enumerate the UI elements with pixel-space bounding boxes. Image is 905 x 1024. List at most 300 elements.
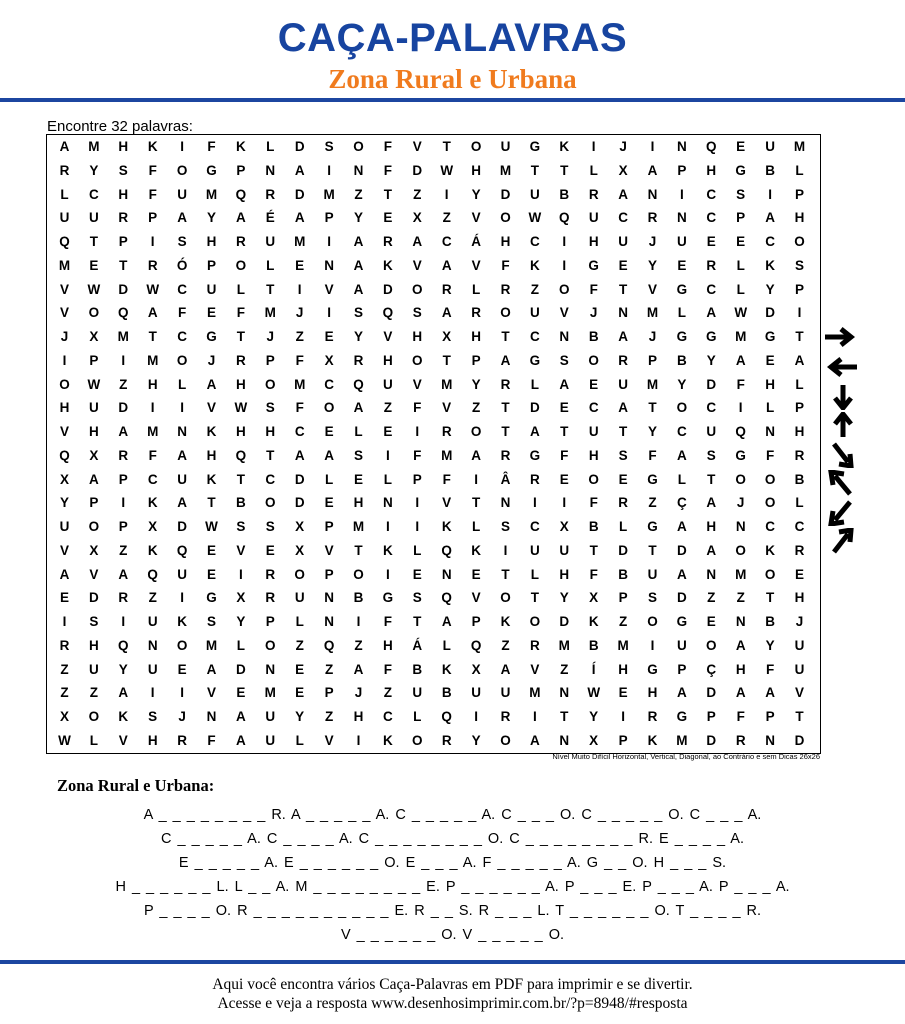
grid-letter[interactable]: A (530, 424, 540, 439)
grid-letter[interactable]: Z (60, 685, 69, 701)
grid-letter[interactable]: O (265, 376, 276, 392)
grid-letter[interactable]: A (294, 162, 305, 178)
grid-letter[interactable]: Z (60, 661, 69, 677)
grid-letter[interactable]: L (677, 305, 687, 321)
grid-letter[interactable]: L (354, 424, 363, 439)
grid-letter[interactable]: J (589, 305, 598, 321)
grid-letter[interactable]: Í (591, 661, 596, 677)
grid-letter[interactable]: A (735, 685, 746, 701)
grid-letter[interactable]: E (206, 542, 216, 558)
grid-letter[interactable]: R (383, 234, 393, 249)
grid-letter[interactable]: S (265, 519, 275, 534)
grid-letter[interactable]: E (236, 685, 246, 701)
grid-letter[interactable]: P (618, 732, 628, 748)
grid-letter[interactable]: C (177, 329, 187, 344)
grid-letter[interactable]: G (529, 139, 541, 154)
grid-letter[interactable]: A (618, 400, 628, 416)
grid-letter[interactable]: R (500, 447, 511, 463)
grid-letter[interactable]: A (412, 234, 423, 249)
grid-letter[interactable]: L (765, 400, 775, 416)
grid-letter[interactable]: J (648, 234, 657, 249)
grid-letter[interactable]: M (352, 519, 365, 534)
grid-letter[interactable]: U (530, 186, 540, 202)
grid-letter[interactable]: Q (735, 424, 746, 439)
grid-letter[interactable]: Z (413, 186, 422, 202)
grid-letter[interactable]: U (471, 685, 481, 701)
grid-letter[interactable]: S (353, 305, 363, 321)
grid-letter[interactable]: W (205, 519, 218, 534)
grid-letter[interactable]: Q (118, 637, 129, 653)
grid-letter[interactable]: N (177, 424, 187, 439)
grid-letter[interactable]: D (294, 471, 305, 487)
grid-letter[interactable]: E (383, 210, 393, 226)
grid-letter[interactable]: T (501, 329, 510, 344)
grid-letter[interactable]: I (680, 186, 684, 202)
grid-letter[interactable]: V (530, 661, 540, 677)
grid-letter[interactable]: V (59, 281, 69, 297)
grid-letter[interactable]: D (236, 661, 246, 677)
grid-letter[interactable]: V (206, 685, 216, 701)
grid-letter[interactable]: T (795, 329, 804, 344)
grid-letter[interactable]: P (89, 495, 99, 511)
grid-letter[interactable]: I (180, 685, 184, 701)
grid-letter[interactable]: F (413, 447, 422, 463)
grid-letter[interactable]: E (706, 614, 716, 629)
grid-letter[interactable]: F (765, 447, 775, 463)
grid-letter[interactable]: K (647, 732, 658, 748)
grid-letter[interactable]: E (471, 566, 481, 582)
grid-letter[interactable]: T (618, 424, 628, 439)
grid-letter[interactable]: O (176, 162, 188, 178)
grid-letter[interactable]: U (59, 210, 70, 226)
grid-letter[interactable]: G (206, 329, 217, 344)
grid-letter[interactable]: X (89, 447, 99, 463)
grid-letter[interactable]: K (588, 614, 599, 629)
grid-letter[interactable]: Á (471, 234, 481, 249)
grid-letter[interactable]: V (442, 400, 452, 416)
grid-letter[interactable]: L (177, 376, 187, 392)
grid-letter[interactable]: I (62, 614, 67, 629)
grid-letter[interactable]: S (618, 447, 628, 463)
grid-letter[interactable]: I (415, 495, 420, 511)
grid-letter[interactable]: O (353, 139, 364, 154)
grid-letter[interactable]: D (530, 400, 540, 416)
grid-letter[interactable]: G (647, 471, 658, 487)
grid-letter[interactable]: D (118, 400, 129, 416)
grid-letter[interactable]: R (118, 210, 129, 226)
grid-letter[interactable]: X (412, 210, 422, 226)
grid-letter[interactable]: O (176, 352, 188, 368)
grid-letter[interactable]: E (295, 661, 305, 677)
grid-letter[interactable]: A (500, 352, 511, 368)
grid-letter[interactable]: K (559, 139, 570, 154)
grid-letter[interactable]: P (677, 661, 687, 677)
grid-letter[interactable]: N (706, 566, 717, 582)
grid-letter[interactable]: O (500, 590, 511, 606)
grid-letter[interactable]: Y (765, 281, 775, 297)
grid-letter[interactable]: K (206, 424, 217, 439)
grid-letter[interactable]: M (294, 234, 306, 249)
footer-link[interactable]: Acesse e veja a resposta www.desenhosimprimir.com.br/?p=8948/#resposta (217, 995, 688, 1012)
grid-letter[interactable]: A (706, 305, 717, 321)
grid-letter[interactable]: H (471, 162, 481, 178)
grid-letter[interactable]: C (706, 210, 717, 226)
grid-letter[interactable]: U (647, 566, 658, 582)
grid-letter[interactable]: A (353, 400, 364, 416)
grid-letter[interactable]: C (765, 234, 775, 249)
grid-letter[interactable]: Y (353, 210, 363, 226)
grid-letter[interactable]: L (266, 139, 275, 154)
grid-letter[interactable]: G (735, 447, 746, 463)
grid-letter[interactable]: Q (706, 139, 717, 154)
grid-letter[interactable]: L (266, 257, 275, 273)
grid-letter[interactable]: U (588, 210, 599, 226)
grid-letter[interactable]: C (265, 471, 276, 487)
grid-letter[interactable]: V (471, 590, 481, 606)
grid-letter[interactable]: T (236, 329, 246, 344)
grid-letter[interactable]: Y (89, 162, 99, 178)
grid-letter[interactable]: H (206, 234, 217, 249)
grid-letter[interactable]: A (147, 305, 158, 321)
grid-letter[interactable]: Ç (677, 495, 687, 511)
grid-letter[interactable]: I (474, 709, 478, 724)
grid-letter[interactable]: W (146, 281, 160, 297)
grid-letter[interactable]: U (588, 424, 599, 439)
grid-letter[interactable]: N (147, 637, 158, 653)
grid-letter[interactable]: U (765, 139, 775, 154)
grid-letter[interactable]: A (618, 186, 628, 202)
grid-letter[interactable]: V (412, 139, 422, 154)
grid-letter[interactable]: E (706, 234, 716, 249)
grid-letter[interactable]: O (265, 495, 276, 511)
grid-letter[interactable]: T (765, 590, 775, 606)
grid-letter[interactable]: C (89, 186, 99, 202)
grid-letter[interactable]: K (177, 614, 187, 629)
grid-letter[interactable]: A (89, 471, 99, 487)
grid-letter[interactable]: T (648, 400, 657, 416)
grid-letter[interactable]: R (59, 162, 70, 178)
grid-letter[interactable]: P (794, 186, 804, 202)
grid-letter[interactable]: H (383, 637, 393, 653)
grid-letter[interactable]: B (236, 495, 246, 511)
grid-letter[interactable]: I (533, 495, 537, 511)
grid-letter[interactable]: I (650, 139, 655, 154)
grid-letter[interactable]: T (119, 257, 128, 273)
grid-letter[interactable]: L (324, 471, 334, 487)
grid-letter[interactable]: E (677, 257, 687, 273)
grid-letter[interactable]: M (147, 352, 159, 368)
grid-letter[interactable]: H (794, 210, 805, 226)
grid-letter[interactable]: A (618, 329, 628, 344)
grid-letter[interactable]: O (353, 566, 364, 582)
grid-letter[interactable]: V (324, 281, 334, 297)
grid-letter[interactable]: X (589, 732, 599, 748)
grid-letter[interactable]: E (324, 495, 334, 511)
grid-letter[interactable]: U (265, 234, 276, 249)
grid-letter[interactable]: Q (235, 447, 247, 463)
grid-letter[interactable]: I (121, 352, 126, 368)
grid-letter[interactable]: H (618, 661, 628, 677)
grid-letter[interactable]: V (59, 305, 69, 321)
grid-letter[interactable]: O (412, 352, 423, 368)
grid-letter[interactable]: A (677, 447, 687, 463)
grid-letter[interactable]: F (383, 162, 393, 178)
grid-letter[interactable]: O (88, 709, 100, 724)
grid-letter[interactable]: E (412, 566, 422, 582)
grid-letter[interactable]: Z (501, 637, 510, 653)
grid-letter[interactable]: I (444, 186, 449, 202)
grid-letter[interactable]: Z (736, 590, 745, 606)
grid-letter[interactable]: N (324, 257, 334, 273)
grid-letter[interactable]: C (441, 234, 452, 249)
grid-letter[interactable]: L (89, 732, 99, 748)
grid-letter[interactable]: P (677, 162, 687, 178)
grid-letter[interactable]: C (324, 376, 334, 392)
grid-letter[interactable]: Q (235, 186, 247, 202)
grid-letter[interactable]: O (500, 305, 511, 321)
grid-letter[interactable]: R (353, 352, 364, 368)
grid-letter[interactable]: L (442, 637, 451, 653)
grid-letter[interactable]: U (177, 471, 187, 487)
grid-letter[interactable]: Z (119, 542, 128, 558)
grid-letter[interactable]: M (441, 447, 453, 463)
grid-letter[interactable]: C (530, 519, 540, 534)
grid-letter[interactable]: M (735, 329, 747, 344)
grid-letter[interactable]: H (471, 329, 481, 344)
grid-letter[interactable]: L (413, 542, 422, 558)
grid-letter[interactable]: Y (471, 732, 481, 748)
grid-letter[interactable]: U (618, 234, 628, 249)
grid-letter[interactable]: Y (647, 257, 657, 273)
grid-letter[interactable]: S (177, 234, 187, 249)
grid-letter[interactable]: U (89, 210, 99, 226)
grid-letter[interactable]: Z (295, 637, 304, 653)
grid-letter[interactable]: T (648, 542, 657, 558)
grid-letter[interactable]: G (382, 590, 394, 606)
grid-letter[interactable]: A (706, 495, 717, 511)
grid-letter[interactable]: B (559, 186, 570, 202)
grid-letter[interactable]: M (264, 685, 276, 701)
grid-letter[interactable]: C (706, 186, 717, 202)
grid-letter[interactable]: Q (441, 709, 452, 724)
grid-letter[interactable]: Z (354, 637, 363, 653)
grid-letter[interactable]: V (412, 376, 422, 392)
grid-letter[interactable]: R (441, 424, 452, 439)
grid-letter[interactable]: Q (176, 542, 188, 558)
grid-letter[interactable]: U (383, 376, 393, 392)
grid-letter[interactable]: N (559, 685, 570, 701)
grid-letter[interactable]: M (793, 139, 806, 154)
grid-letter[interactable]: R (265, 590, 276, 606)
grid-letter[interactable]: K (383, 542, 393, 558)
grid-letter[interactable]: J (354, 685, 363, 701)
grid-letter[interactable]: C (618, 210, 628, 226)
grid-letter[interactable]: R (118, 447, 129, 463)
grid-letter[interactable]: T (207, 495, 216, 511)
grid-letter[interactable]: T (148, 329, 157, 344)
grid-letter[interactable]: O (676, 400, 688, 416)
grid-letter[interactable]: H (353, 709, 364, 724)
grid-letter[interactable]: M (617, 637, 629, 653)
grid-letter[interactable]: D (765, 305, 775, 321)
grid-letter[interactable]: U (706, 424, 717, 439)
grid-letter[interactable]: P (148, 210, 158, 226)
grid-letter[interactable]: S (412, 590, 422, 606)
grid-letter[interactable]: E (324, 424, 334, 439)
grid-letter[interactable]: T (442, 139, 451, 154)
grid-letter[interactable]: C (677, 424, 687, 439)
grid-letter[interactable]: X (442, 329, 452, 344)
grid-letter[interactable]: E (618, 685, 628, 701)
grid-letter[interactable]: V (206, 400, 216, 416)
grid-letter[interactable]: M (117, 329, 129, 344)
grid-letter[interactable]: D (294, 139, 305, 154)
grid-letter[interactable]: O (470, 424, 482, 439)
grid-letter[interactable]: R (59, 637, 70, 653)
grid-letter[interactable]: C (706, 400, 717, 416)
grid-letter[interactable]: U (206, 281, 217, 297)
grid-letter[interactable]: O (588, 352, 599, 368)
grid-letter[interactable]: I (356, 614, 361, 629)
grid-letter[interactable]: O (88, 305, 100, 321)
grid-letter[interactable]: R (471, 305, 481, 321)
grid-letter[interactable]: Z (618, 614, 628, 629)
grid-letter[interactable]: F (295, 352, 304, 368)
grid-letter[interactable]: A (236, 210, 246, 226)
grid-letter[interactable]: K (206, 471, 217, 487)
grid-letter[interactable]: I (327, 162, 331, 178)
grid-letter[interactable]: N (618, 305, 628, 321)
grid-letter[interactable]: Q (118, 305, 129, 321)
grid-letter[interactable]: D (118, 281, 129, 297)
grid-letter[interactable]: K (383, 257, 393, 273)
grid-letter[interactable]: D (706, 732, 717, 748)
grid-letter[interactable]: F (765, 661, 775, 677)
grid-letter[interactable]: I (180, 400, 184, 416)
grid-letter[interactable]: I (386, 566, 390, 582)
grid-letter[interactable]: K (441, 519, 452, 534)
grid-letter[interactable]: G (206, 162, 217, 178)
grid-letter[interactable]: M (205, 186, 218, 202)
grid-letter[interactable]: L (295, 732, 304, 748)
grid-letter[interactable]: G (764, 329, 776, 344)
grid-letter[interactable]: E (618, 257, 628, 273)
grid-letter[interactable]: G (206, 590, 217, 606)
grid-letter[interactable]: X (559, 519, 569, 534)
grid-letter[interactable]: Ó (176, 257, 188, 273)
grid-letter[interactable]: R (236, 352, 246, 368)
grid-letter[interactable]: F (177, 305, 187, 321)
grid-letter[interactable]: R (794, 542, 805, 558)
grid-letter[interactable]: A (353, 234, 364, 249)
grid-letter[interactable]: K (765, 542, 775, 558)
grid-letter[interactable]: U (412, 685, 423, 701)
grid-letter[interactable]: U (265, 709, 276, 724)
grid-letter[interactable]: M (88, 139, 100, 154)
grid-letter[interactable]: I (621, 709, 625, 724)
grid-letter[interactable]: I (297, 281, 302, 297)
grid-letter[interactable]: O (470, 139, 482, 154)
grid-letter[interactable]: V (236, 542, 246, 558)
grid-letter[interactable]: A (353, 281, 364, 297)
grid-letter[interactable]: P (618, 590, 628, 606)
grid-letter[interactable]: M (294, 376, 306, 392)
grid-letter[interactable]: N (500, 495, 511, 511)
grid-letter[interactable]: L (530, 566, 540, 582)
grid-letter[interactable]: I (415, 424, 420, 439)
grid-letter[interactable]: A (294, 210, 305, 226)
grid-letter[interactable]: V (89, 566, 99, 582)
grid-letter[interactable]: S (236, 519, 246, 534)
grid-letter[interactable]: M (499, 162, 512, 178)
grid-letter[interactable]: M (205, 637, 218, 653)
grid-letter[interactable]: A (765, 685, 775, 701)
grid-letter[interactable]: A (441, 305, 452, 321)
grid-letter[interactable]: S (647, 590, 657, 606)
grid-letter[interactable]: W (587, 685, 601, 701)
grid-letter[interactable]: J (648, 329, 657, 344)
grid-letter[interactable]: F (383, 139, 393, 154)
grid-letter[interactable]: S (500, 519, 510, 534)
grid-letter[interactable]: N (735, 519, 746, 534)
grid-letter[interactable]: C (794, 519, 805, 534)
grid-letter[interactable]: H (206, 447, 217, 463)
grid-letter[interactable]: G (647, 661, 658, 677)
grid-letter[interactable]: R (147, 257, 158, 273)
grid-letter[interactable]: V (324, 542, 334, 558)
grid-letter[interactable]: E (618, 471, 628, 487)
grid-letter[interactable]: E (765, 352, 775, 368)
grid-letter[interactable]: N (647, 186, 658, 202)
grid-letter[interactable]: G (735, 162, 746, 178)
grid-letter[interactable]: X (471, 661, 481, 677)
grid-letter[interactable]: C (147, 471, 158, 487)
grid-letter[interactable]: R (441, 732, 452, 748)
grid-letter[interactable]: O (176, 637, 188, 653)
grid-letter[interactable]: S (412, 305, 422, 321)
grid-letter[interactable]: K (236, 139, 246, 154)
grid-letter[interactable]: R (265, 566, 276, 582)
grid-letter[interactable]: T (795, 709, 804, 724)
grid-letter[interactable]: F (207, 732, 216, 748)
grid-letter[interactable]: B (794, 471, 805, 487)
grid-letter[interactable]: O (529, 614, 541, 629)
grid-letter[interactable]: Z (530, 281, 540, 297)
grid-letter[interactable]: D (177, 519, 187, 534)
grid-letter[interactable]: A (177, 210, 187, 226)
grid-letter[interactable]: P (471, 352, 481, 368)
grid-letter[interactable]: O (764, 471, 776, 487)
grid-letter[interactable]: I (474, 471, 478, 487)
grid-letter[interactable]: U (89, 400, 99, 416)
grid-letter[interactable]: E (59, 590, 69, 606)
grid-letter[interactable]: U (147, 614, 158, 629)
grid-letter[interactable]: X (589, 590, 599, 606)
grid-letter[interactable]: I (239, 566, 243, 582)
grid-letter[interactable]: M (58, 257, 71, 273)
grid-letter[interactable]: P (265, 614, 275, 629)
grid-letter[interactable]: E (559, 471, 569, 487)
grid-letter[interactable]: L (795, 495, 804, 511)
grid-letter[interactable]: N (735, 614, 746, 629)
grid-letter[interactable]: L (295, 614, 304, 629)
grid-letter[interactable]: Y (59, 495, 69, 511)
grid-letter[interactable]: M (441, 376, 453, 392)
grid-letter[interactable]: F (442, 471, 451, 487)
grid-letter[interactable]: L (236, 281, 246, 297)
grid-letter[interactable]: M (147, 424, 159, 439)
grid-letter[interactable]: X (324, 352, 334, 368)
